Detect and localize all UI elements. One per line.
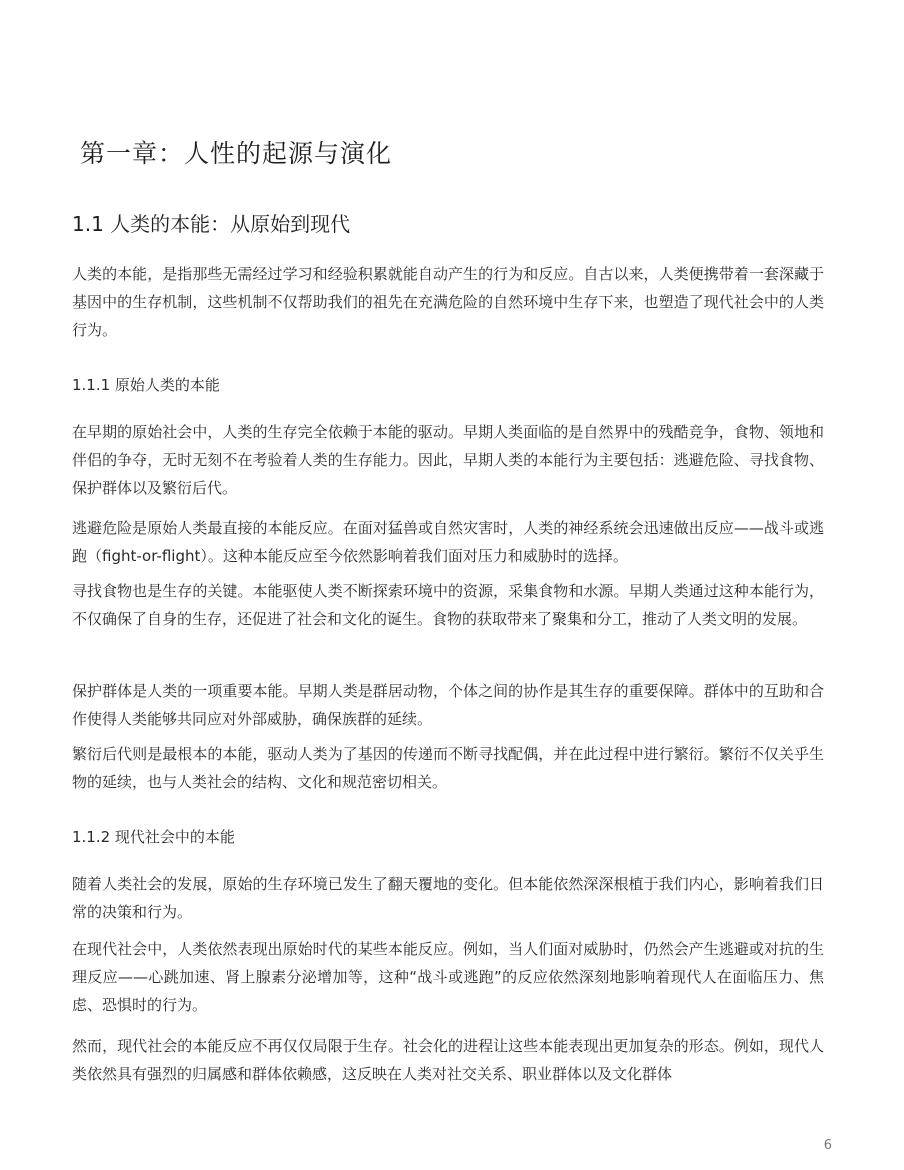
paragraph-reproduction: 繁衍后代则是最根本的本能，驱动人类为了基因的传递而不断寻找配偶，并在此过程中进行繁衍。繁衍不仅关乎生物的延续，也与人类社会的结构、文化和规范密切相关。 (72, 745, 824, 791)
chapter-title: 第一章：人性的起源与演化 (80, 139, 393, 168)
paragraph-escape-danger: 逃避危险是原始人类最直接的本能反应。在面对猛兽或自然灾害时，人类的神经系统会迅速做出反应——战斗或逃跑（fight-or-flight）。这种本能反应至今依然影响着我们面对压力和威胁时的选择。 (72, 519, 824, 565)
subsection-title-primitive: 1.1.1 原始人类的本能 (72, 376, 220, 394)
section-title: 1.1 人类的本能：从原始到现代 (72, 212, 351, 236)
paragraph-primitive-intro: 在早期的原始社会中，人类的生存完全依赖于本能的驱动。早期人类面临的是自然界中的残酷竞争，食物、领地和伴侣的争夺，无时无刻不在考验着人类的生存能力。因此，早期人类的本能行为主要包括：逃避危险、寻找食物、保护群体以及繁衍后代。 (72, 423, 824, 497)
section-intro-paragraph: 人类的本能，是指那些无需经过学习和经验积累就能自动产生的行为和反应。自古以来，人类便携带着一套深藏于基因中的生存机制，这些机制不仅帮助我们的祖先在充满危险的自然环境中生存下来，也塑造了现代社会中的人类行为。 (72, 265, 824, 339)
paragraph-finding-food: 寻找食物也是生存的关键。本能驱使人类不断探索环境中的资源，采集食物和水源。早期人类通过这种本能行为，不仅确保了自身的生存，还促进了社会和文化的诞生。食物的获取带来了聚集和分工，推动了人类文明的发展。 (72, 582, 824, 628)
page-number: 6 (823, 1138, 832, 1153)
subsection-title-modern: 1.1.2 现代社会中的本能 (72, 828, 235, 846)
paragraph-modern-social: 然而，现代社会的本能反应不再仅仅局限于生存。社会化的进程让这些本能表现出更加复杂的形态。例如，现代人类依然具有强烈的归属感和群体依赖感，这反映在人类对社交关系、职业群体以及文化群体 (72, 1037, 824, 1083)
paragraph-modern-intro: 随着人类社会的发展，原始的生存环境已发生了翻天覆地的变化。但本能依然深深根植于我们内心，影响着我们日常的决策和行为。 (72, 875, 824, 921)
paragraph-modern-reactions: 在现代社会中，人类依然表现出原始时代的某些本能反应。例如，当人们面对威胁时，仍然会产生逃避或对抗的生理反应——心跳加速、肾上腺素分泌增加等，这种“战斗或逃跑”的反应依然深刻地影响着现代人在面临压力、焦虑、恐惧时的行为。 (72, 940, 824, 1014)
paragraph-protecting-group: 保护群体是人类的一项重要本能。早期人类是群居动物，个体之间的协作是其生存的重要保障。群体中的互助和合作使得人类能够共同应对外部威胁，确保族群的延续。 (72, 682, 824, 728)
